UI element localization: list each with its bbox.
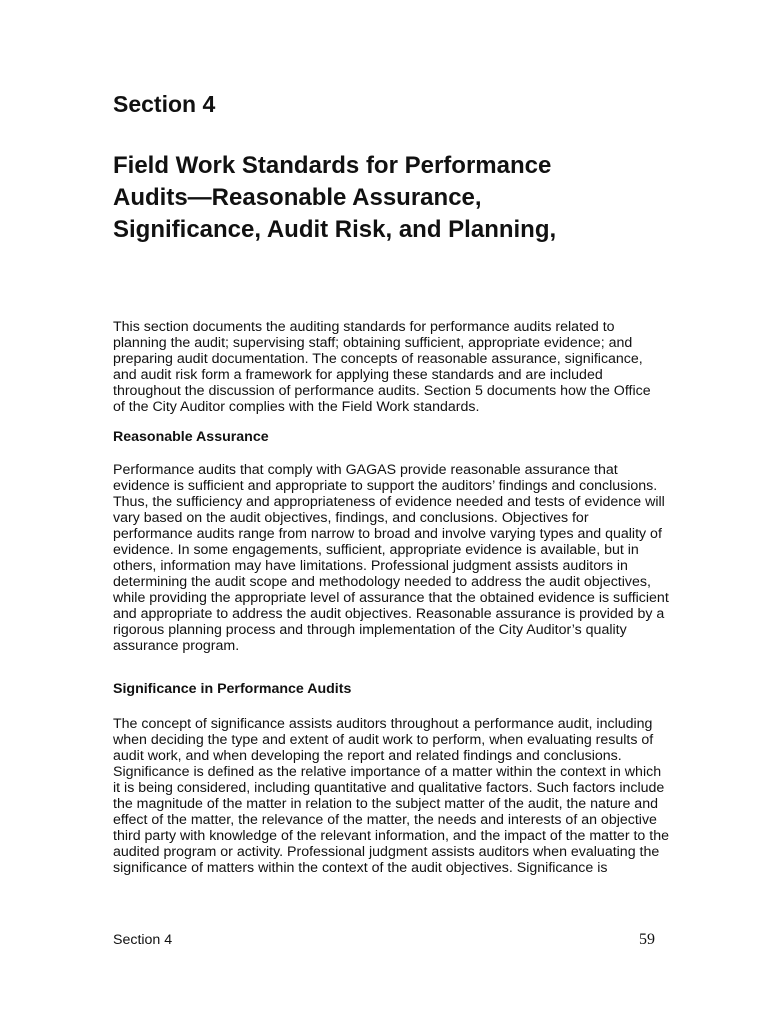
text-line: This section documents the auditing standards for performance audits related to xyxy=(113,319,615,335)
text-line: audit work, and when developing the report and related findings and conclusions. xyxy=(113,748,622,764)
text-line: of the City Auditor complies with the Field Work standards. xyxy=(113,399,480,415)
text-line: it is being considered, including quantitative and qualitative factors. Such factors include xyxy=(113,780,665,796)
text-line: evidence. In some engagements, sufficient, appropriate evidence is available, but in xyxy=(113,542,639,558)
footer-section-label: Section 4 xyxy=(113,932,173,948)
text-line: audited program or activity. Professional judgment assists auditors when evaluating the xyxy=(113,844,660,860)
text-line: and audit risk form a framework for applying these standards and are included xyxy=(113,367,603,383)
text-line: vary based on the audit objectives, findings, and conclusions. Objectives for xyxy=(113,510,589,526)
text-line: The concept of significance assists auditors throughout a performance audit, including xyxy=(113,716,653,732)
text-line: Significance is defined as the relative importance of a matter within the context in which xyxy=(113,764,662,780)
text-line: third party with knowledge of the relevant information, and the impact of the matter to the xyxy=(113,828,669,844)
text-line: Significance, Audit Risk, and Planning, xyxy=(113,216,557,243)
significance-paragraph xyxy=(113,716,669,876)
text-line: when deciding the type and extent of audit work to perform, when evaluating results of xyxy=(113,732,654,748)
text-line: while providing the appropriate level of assurance that the obtained evidence is sufficient xyxy=(113,590,669,606)
text-line: Thus, the sufficiency and appropriateness of evidence needed and tests of evidence will xyxy=(113,494,665,510)
text-line: performance audits range from narrow to broad and involve varying types and quality of xyxy=(113,526,662,542)
text-line: significance of matters within the context of the audit objectives. Significance is xyxy=(113,860,608,876)
page-number: 59 xyxy=(639,931,655,948)
text-line: evidence is sufficient and appropriate to support the auditors’ findings and conclusions. xyxy=(113,478,658,494)
text-line: rigorous planning process and through implementation of the City Auditor’s quality xyxy=(113,622,627,638)
heading-reasonable-assurance: Reasonable Assurance xyxy=(113,429,269,445)
page-title xyxy=(113,150,556,246)
text-line: throughout the discussion of performance audits. Section 5 documents how the Office xyxy=(113,383,651,399)
intro-paragraph xyxy=(113,319,651,415)
text-line: and appropriate to address the audit objectives. Reasonable assurance is provided by a xyxy=(113,606,665,622)
text-line: Performance audits that comply with GAGAS provide reasonable assurance that xyxy=(113,462,618,478)
heading-significance: Significance in Performance Audits xyxy=(113,681,352,697)
text-line: planning the audit; supervising staff; obtaining sufficient, appropriate evidence; and xyxy=(113,335,633,351)
text-line: assurance program. xyxy=(113,638,240,654)
reasonable-assurance-paragraph xyxy=(113,462,669,654)
text-line: others, information may have limitations. Professional judgment assists auditors in xyxy=(113,558,628,574)
text-line: preparing audit documentation. The concepts of reasonable assurance, significance, xyxy=(113,351,643,367)
section-label: Section 4 xyxy=(113,91,216,117)
text-line: determining the audit scope and methodology needed to address the audit objectives, xyxy=(113,574,651,590)
text-line: Audits—Reasonable Assurance, xyxy=(113,184,482,211)
text-line: Field Work Standards for Performance xyxy=(113,152,552,179)
text-line: the magnitude of the matter in relation to the subject matter of the audit, the nature and xyxy=(113,796,658,812)
text-line: effect of the matter, the relevance of the matter, the needs and interests of an objective xyxy=(113,812,657,828)
